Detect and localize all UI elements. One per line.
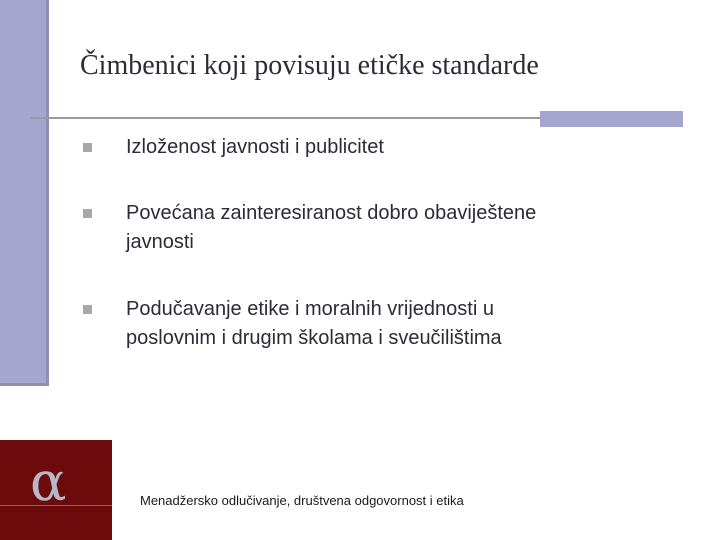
bullet-line: javnosti [126, 231, 194, 253]
bullet-text [126, 295, 646, 353]
left-decorative-band [0, 0, 46, 383]
bullet-square-icon [83, 305, 92, 314]
left-band-shadow [0, 383, 49, 386]
title-divider-accent [540, 111, 683, 127]
bullet-line: Izloženost javnosti i publicitet [126, 136, 384, 158]
bullet-text [126, 133, 646, 162]
bullet-line: Povećana zainteresiranost dobro obaviještene [126, 202, 537, 224]
slide-title: Čimbenici koji povisuju etičke standarde [80, 50, 539, 81]
bullet-text [126, 199, 646, 257]
bullet-line: poslovnim i drugim školama i sveučilištima [126, 327, 502, 349]
bullet-line: Podučavanje etike i moralnih vrijednosti u [126, 298, 494, 320]
bullet-square-icon [83, 143, 92, 152]
left-band-edge [46, 0, 49, 386]
footer-text: Menadžersko odlučivanje, društvena odgovornost i etika [140, 493, 464, 508]
alpha-icon: α [30, 450, 67, 513]
bullet-square-icon [83, 209, 92, 218]
